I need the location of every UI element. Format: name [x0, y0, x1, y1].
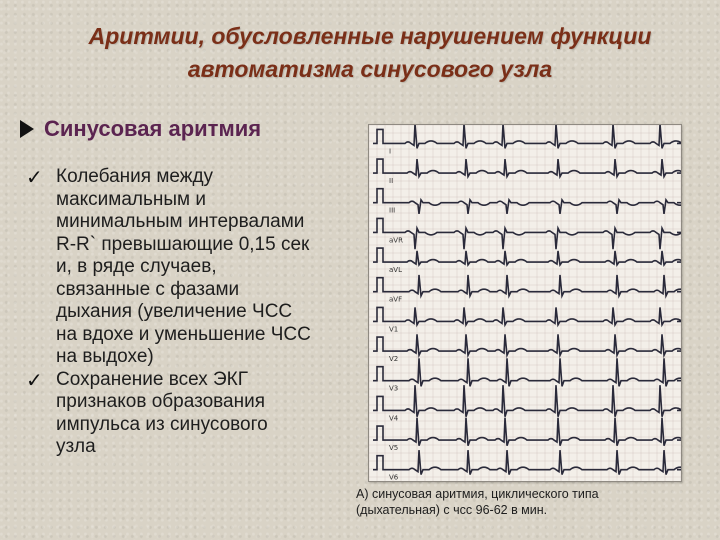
ecg-trace-v3 — [373, 358, 681, 386]
figure-caption-line-2: (дыхательная) с чсс 96-62 в мин. — [356, 503, 548, 517]
bullet-item — [26, 166, 366, 369]
figure-caption-line-1: А) синусовая аритмия, циклического типа — [356, 487, 599, 501]
ecg-lead-label: V6 — [389, 473, 399, 481]
bullet-line: узла — [56, 436, 96, 457]
ecg-lead-label: V4 — [389, 414, 399, 423]
checkmark-icon: ✓ — [26, 165, 43, 189]
ecg-lead-label: V2 — [389, 355, 399, 364]
section-heading — [20, 116, 261, 142]
ecg-lead-label: aVR — [389, 236, 403, 245]
bullet-line: Колебания между — [56, 166, 214, 187]
ecg-trace-v5 — [373, 418, 681, 446]
ecg-trace-ii — [373, 159, 681, 177]
bullet-line: дыхания (увеличение ЧСС — [56, 301, 293, 322]
bullet-item — [26, 369, 366, 459]
ecg-trace-v2 — [373, 334, 681, 355]
checkmark-icon: ✓ — [26, 367, 43, 392]
ecg-lead-label: I — [389, 147, 392, 156]
bullet-line: на вдохе и уменьшение ЧСС — [56, 323, 311, 345]
ecg-trace-avr — [373, 218, 681, 249]
slide-title-line-2: автоматизма синусового узла — [187, 56, 553, 82]
ecg-trace-i — [373, 125, 681, 148]
ecg-lead-label: III — [389, 206, 396, 215]
figure-caption — [356, 486, 686, 518]
bullet-line: и, в ряде случаев, — [56, 256, 217, 277]
ecg-lead-label: V5 — [389, 444, 399, 453]
ecg-trace-v6 — [373, 450, 681, 475]
ecg-lead-label: V3 — [389, 384, 399, 393]
ecg-trace-v1 — [373, 307, 681, 325]
bullet-list — [26, 166, 366, 459]
ecg-figure — [368, 124, 682, 482]
bullet-line: R-R` превышающие 0,15 сек — [56, 233, 310, 255]
ecg-lead-label: aVL — [389, 266, 402, 275]
bullet-line: Сохранение всех ЭКГ — [56, 368, 249, 390]
section-heading-text: Синусовая аритмия — [44, 116, 262, 141]
bullet-line: признаков образования — [56, 391, 265, 412]
slide-title — [40, 20, 700, 86]
bullet-line: импульса из синусового — [56, 413, 268, 435]
ecg-lead-label: aVF — [389, 295, 403, 304]
bullet-line: максимальным и — [56, 188, 206, 210]
arrow-right-icon — [20, 120, 34, 138]
ecg-trace-avl — [373, 248, 681, 265]
bullet-line: минимальным интервалами — [56, 211, 305, 232]
ecg-lead-label: V1 — [389, 325, 399, 334]
ecg-tracings — [369, 125, 681, 481]
ecg-trace-iii — [373, 189, 681, 214]
slide-title-line-1: Аритмии, обусловленные нарушением функции — [88, 23, 652, 49]
ecg-trace-v4 — [373, 385, 681, 417]
bullet-line: на выдохе) — [56, 346, 154, 367]
bullet-line: связанные с фазами — [56, 278, 240, 300]
ecg-lead-label: II — [389, 177, 394, 186]
